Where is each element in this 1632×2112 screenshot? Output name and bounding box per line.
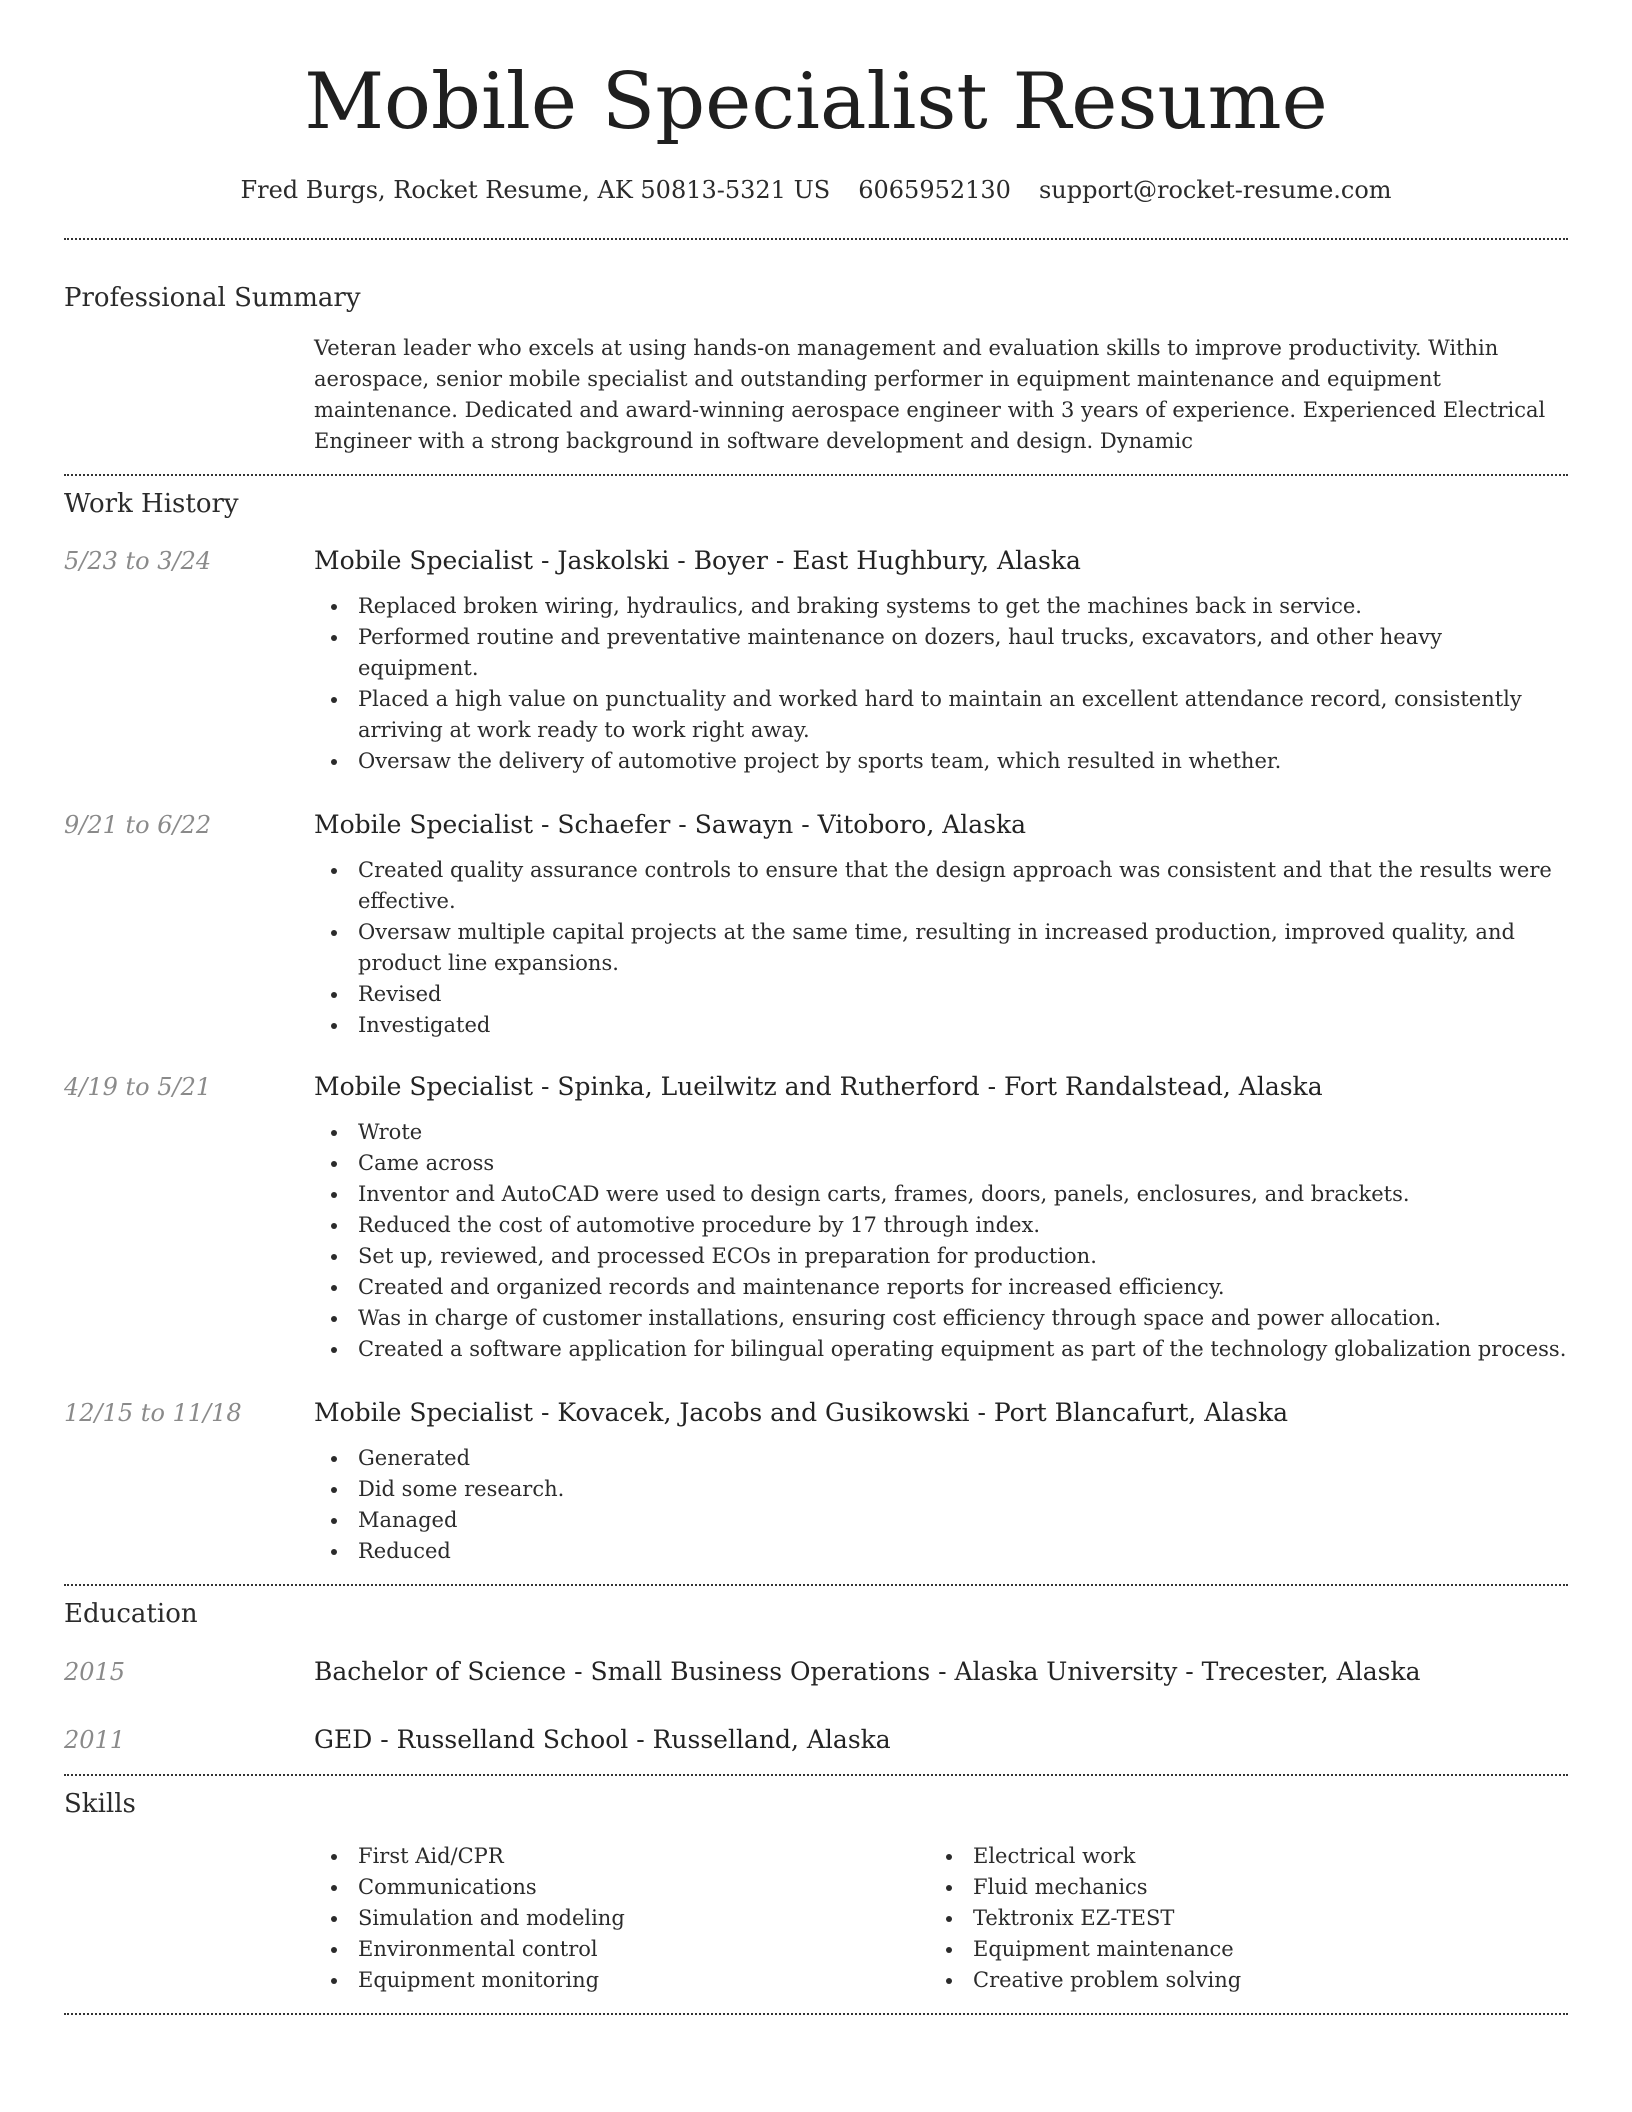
list-item: Created quality assurance controls to ensure that the design approach was consistent and that the results were effective. [314, 855, 1568, 917]
job-bullets [314, 1443, 1568, 1567]
list-item: Fluid mechanics [929, 1872, 1544, 1903]
job-entry [64, 1071, 1568, 1365]
contact-line [64, 174, 1568, 206]
job-entry [64, 545, 1568, 777]
page-title: Mobile Specialist Resume [304, 57, 1328, 147]
job-title: Mobile Specialist - Kovacek, Jacobs and Gusikowski - Port Blancafurt, Alaska [314, 1398, 1289, 1427]
list-item: Investigated [314, 1010, 1568, 1041]
education-entry [64, 1656, 1568, 1688]
job-title: Mobile Specialist - Jaskolski - Boyer - East Hughbury, Alaska [314, 546, 1081, 575]
list-item: First Aid/CPR [314, 1841, 929, 1872]
work-heading: Work History [64, 489, 239, 519]
summary-heading: Professional Summary [64, 283, 361, 313]
section-divider [64, 474, 1568, 476]
list-item: Equipment monitoring [314, 1965, 929, 1996]
list-item: Generated [314, 1443, 1568, 1474]
summary-text: Veteran leader who excels at using hands-on management and evaluation skills to improve productivity. Within aerospace, senior mobile specialist and outstanding performer in equipment maintenance and equipment maintenance. Dedicated and award-winning aerospace engineer with 3 years of experience. Experienced Electrical Engineer with a strong background in software development and design. Dynamic [314, 336, 1546, 453]
job-dates: 12/15 to 11/18 [64, 1399, 242, 1427]
job-bullets [314, 591, 1568, 777]
education-title: Bachelor of Science - Small Business Operations - Alaska University - Trecester, Alaska [314, 1657, 1421, 1686]
list-item: Communications [314, 1872, 929, 1903]
job-bullets [314, 1117, 1568, 1365]
skills-list-right [929, 1841, 1544, 1996]
contact-phone: 6065952130 [858, 176, 1011, 204]
job-dates: 5/23 to 3/24 [64, 547, 212, 575]
skills-heading: Skills [64, 1789, 136, 1819]
list-item: Managed [314, 1505, 1568, 1536]
section-divider [64, 2013, 1568, 2015]
list-item: Tektronix EZ-TEST [929, 1903, 1544, 1934]
list-item: Inventor and AutoCAD were used to design carts, frames, doors, panels, enclosures, and brackets. [314, 1179, 1568, 1210]
list-item: Reduced the cost of automotive procedure by 17 through index. [314, 1210, 1568, 1241]
education-entry [64, 1724, 1568, 1756]
list-item: Replaced broken wiring, hydraulics, and braking systems to get the machines back in service. [314, 591, 1568, 622]
list-item: Environmental control [314, 1934, 929, 1965]
job-entry [64, 1397, 1568, 1567]
contact-address: Fred Burgs, Rocket Resume, AK 50813-5321 US [240, 176, 831, 204]
education-year: 2011 [64, 1726, 126, 1754]
section-divider [64, 1584, 1568, 1586]
skills-list-left [314, 1841, 929, 1996]
list-item: Created a software application for bilingual operating equipment as part of the technology globalization process. [314, 1334, 1568, 1365]
job-title: Mobile Specialist - Schaefer - Sawayn - Vitoboro, Alaska [314, 810, 1027, 839]
list-item: Came across [314, 1148, 1568, 1179]
list-item: Performed routine and preventative maintenance on dozers, haul trucks, excavators, and other heavy equipment. [314, 622, 1568, 684]
section-divider [64, 238, 1568, 240]
list-item: Simulation and modeling [314, 1903, 929, 1934]
contact-email: support@rocket-resume.com [1038, 176, 1392, 204]
list-item: Oversaw the delivery of automotive project by sports team, which resulted in whether. [314, 746, 1568, 777]
education-title: GED - Russelland School - Russelland, Alaska [314, 1725, 891, 1754]
job-bullets [314, 855, 1568, 1041]
job-dates: 4/19 to 5/21 [64, 1073, 212, 1101]
list-item: Revised [314, 979, 1568, 1010]
section-divider [64, 1774, 1568, 1776]
education-year: 2015 [64, 1658, 126, 1686]
list-item: Wrote [314, 1117, 1568, 1148]
list-item: Was in charge of customer installations, ensuring cost efficiency through space and power allocation. [314, 1303, 1568, 1334]
job-dates: 9/21 to 6/22 [64, 811, 212, 839]
list-item: Electrical work [929, 1841, 1544, 1872]
job-title: Mobile Specialist - Spinka, Lueilwitz and Rutherford - Fort Randalstead, Alaska [314, 1072, 1323, 1101]
list-item: Set up, reviewed, and processed ECOs in preparation for production. [314, 1241, 1568, 1272]
education-heading: Education [64, 1599, 198, 1629]
list-item: Oversaw multiple capital projects at the same time, resulting in increased production, improved quality, and product line expansions. [314, 917, 1568, 979]
job-entry [64, 809, 1568, 1041]
list-item: Creative problem solving [929, 1965, 1544, 1996]
list-item: Created and organized records and maintenance reports for increased efficiency. [314, 1272, 1568, 1303]
list-item: Reduced [314, 1536, 1568, 1567]
list-item: Did some research. [314, 1474, 1568, 1505]
list-item: Placed a high value on punctuality and worked hard to maintain an excellent attendance record, consistently arriving at work ready to work right away. [314, 684, 1568, 746]
list-item: Equipment maintenance [929, 1934, 1544, 1965]
